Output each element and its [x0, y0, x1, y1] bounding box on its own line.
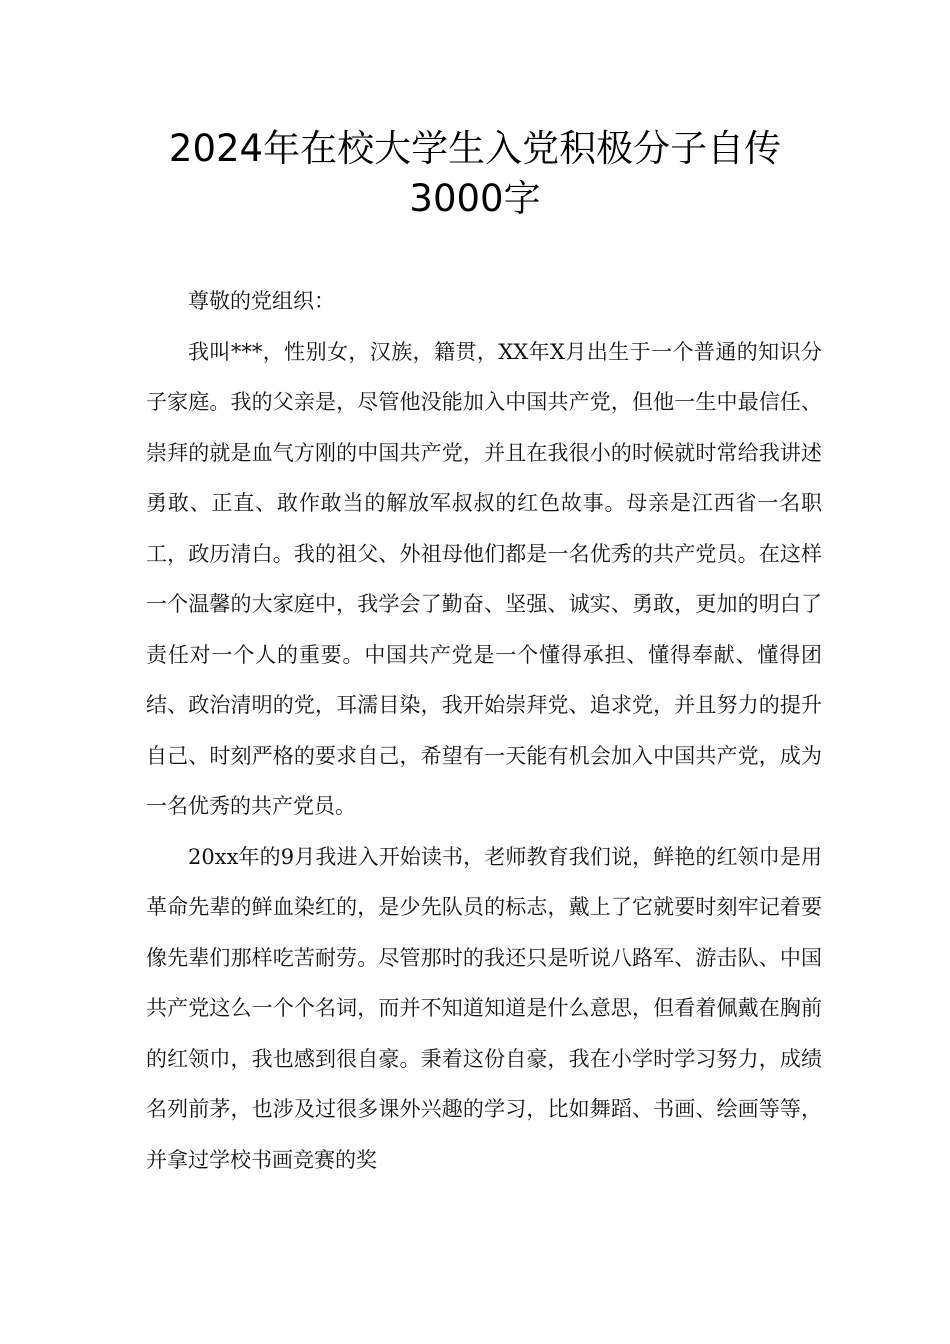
- paragraph-2: 20xx年的9月我进入开始读书，老师教育我们说，鲜艳的红领巾是用革命先辈的鲜血染红的，是少先队员的标志，戴上了它就要时刻牢记着要像先辈们那样吃苦耐劳。尽管那时的我还只是听说八路军、游击队、中国共产党这么一个个名词，而并不知道知道是什么意思，但看着佩戴在胸前的红领巾，我也感到很自豪。秉着这份自豪，我在小学时学习努力，成绩名列前茅，也涉及过很多课外兴趣的学习，比如舞蹈、书画、绘画等等，并拿过学校书画竞赛的奖: [146, 844, 822, 1172]
- title-line-2: 3000字: [409, 177, 541, 220]
- title-line-1: 2024年在校大学生入党积极分子自传: [168, 127, 782, 170]
- salutation: 尊敬的党组织：: [188, 289, 335, 313]
- document-body: [146, 276, 822, 1185]
- document-title: [0, 124, 950, 224]
- paragraph-1: 我叫***，性别女，汉族，籍贯，XX年X月出生于一个普通的知识分子家庭。我的父亲是，尽管他没能加入中国共产党，但他一生中最信任、崇拜的就是血气方刚的中国共产党，并且在我很小的时候就时常给我讲述勇敢、正直、敢作敢当的解放军叔叔的红色故事。母亲是江西省一名职工，政历清白。我的祖父、外祖母他们都是一名优秀的共产党员。在这样一个温馨的大家庭中，我学会了勤奋、坚强、诚实、勇敢，更加的明白了责任对一个人的重要。中国共产党是一个懂得承担、懂得奉献、懂得团结、政治清明的党，耳濡目染，我开始崇拜党、追求党，并且努力的提升自己、时刻严格的要求自己，希望有一天能有机会加入中国共产党，成为一名优秀的共产党员。: [146, 339, 822, 818]
